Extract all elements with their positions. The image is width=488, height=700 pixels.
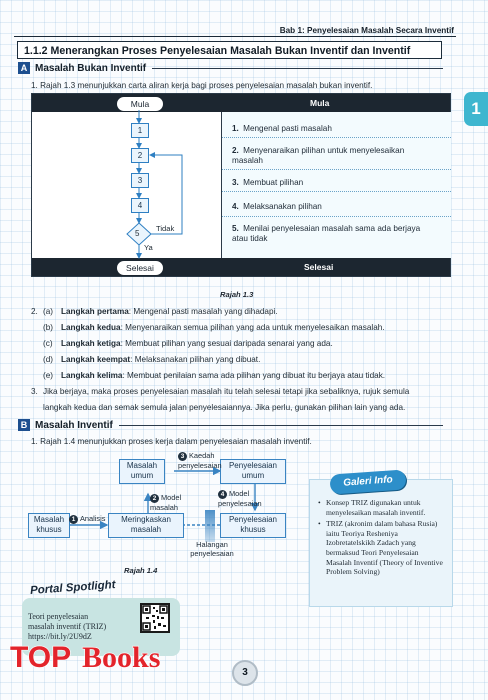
- step-line-b: [43, 322, 385, 333]
- svg-text:TOP: TOP: [10, 641, 72, 673]
- step-separator: [222, 191, 451, 192]
- flowchart-box-3: 3: [131, 173, 149, 188]
- box-penyelesaian-khusus: Penyelesaian khusus: [220, 513, 286, 538]
- flowchart-footer-label: Selesai: [304, 262, 334, 272]
- flowchart-box-2: 2: [131, 148, 149, 163]
- galeri-info-box: [309, 474, 453, 607]
- part-a-intro-number: 1.: [31, 81, 38, 90]
- flowchart-rajah-1-3: [31, 93, 451, 277]
- step-text: Menilai penyelesaian masalah sama ada berjaya atau tidak: [232, 224, 421, 243]
- step-line-c: [43, 338, 333, 349]
- flowchart-start-oval: Mula: [116, 96, 164, 112]
- flowchart-header-label: Mula: [310, 98, 330, 108]
- step-label: (e): [43, 371, 54, 380]
- flowchart-yes-label: Ya: [144, 243, 153, 252]
- figure-caption-1-4: Rajah 1.4: [124, 566, 158, 575]
- label-model-penyelesaian: [218, 489, 276, 508]
- chapter-tab: 1: [464, 92, 488, 126]
- header-divider: [14, 36, 456, 37]
- step-desc: : Menyenaraikan semua pilihan yang ada untuk menyelesaikan masalah.: [120, 323, 385, 332]
- step-2-marker: 2: [150, 494, 159, 503]
- label-model-masalah: [150, 493, 196, 512]
- step-desc: : Melaksanakan pilihan yang dibuat.: [130, 355, 261, 364]
- point-3-line-2: langkah kedua dan semak semula jalan penyelesaiannya. Jika perlu, gunakan pilihan lain yang ada.: [43, 403, 406, 412]
- portal-link[interactable]: https://bit.ly/2U9dZ: [28, 632, 92, 641]
- label-analisis: [69, 514, 105, 524]
- subsection-a-heading: [18, 62, 443, 74]
- galeri-info-item: • TRIZ (akronim dalam bahasa Rusia) iaitu Teoriya Resheniya Izobretatelskikh Zadach yang bermaksud Teori Penyelesaian Masalah Inventif (Theory of Inventive Problem Solving): [318, 519, 446, 577]
- step-label: (b): [43, 323, 54, 332]
- box-masalah-khusus: Masalah khusus: [28, 513, 70, 538]
- step-line-e: [43, 370, 385, 381]
- step-title: Langkah kedua: [61, 323, 121, 332]
- part-b-intro-text: Rajah 1.4 menunjukkan proses kerja dalam penyelesaian masalah inventif.: [40, 437, 312, 446]
- step-4-text: Model penyelesaian: [218, 489, 262, 508]
- flowchart-step-2: [232, 146, 412, 166]
- subsection-b-rule: [119, 425, 443, 426]
- step-3-text: Kaedah penyelesaian: [178, 451, 222, 470]
- step-separator: [222, 169, 451, 170]
- part-a-intro: [31, 80, 372, 91]
- step-text: Membuat pilihan: [243, 178, 304, 187]
- step-title: Langkah keempat: [61, 355, 131, 364]
- figure-caption-1-3: Rajah 1.3: [220, 290, 254, 299]
- step-title: Langkah pertama: [61, 307, 129, 316]
- flowchart-step-5: [232, 224, 422, 244]
- portal-line-1: Teori penyelesaian: [28, 612, 89, 621]
- step-separator: [222, 216, 451, 217]
- galeri-info-item: • Konsep TRIZ digunakan untuk menyelesaikan masalah inventif.: [318, 498, 446, 517]
- step-3-marker: 3: [178, 452, 187, 461]
- part-b-intro-number: 1.: [31, 437, 38, 446]
- point-2-number: 2.: [31, 307, 38, 316]
- flowchart-end-oval: Selesai: [116, 260, 164, 276]
- step-line-a: [43, 306, 278, 317]
- box-meringkaskan-masalah: Meringkaskan masalah: [108, 513, 184, 538]
- flowchart-step-4: [232, 202, 322, 212]
- part-b-intro: [31, 436, 312, 447]
- label-halangan-penyelesaian: Halangan penyelesaian: [190, 540, 234, 558]
- step-4-marker: 4: [218, 490, 227, 499]
- part-a-intro-text: Rajah 1.3 menunjukkan carta aliran kerja bagi proses penyelesaian masalah bukan inventif.: [40, 81, 373, 90]
- step-number: 4.: [232, 202, 239, 211]
- step-title: Langkah kelima: [61, 371, 123, 380]
- step-1-marker: 1: [69, 515, 78, 524]
- step-desc: : Membuat penilaian sama ada pilihan yang dibuat itu berjaya atau tidak.: [122, 371, 386, 380]
- barrier-bar: [205, 510, 215, 542]
- flowchart-arrows: [32, 94, 222, 276]
- label-kaedah-penyelesaian: [178, 451, 230, 470]
- flowchart-no-label: Tidak: [156, 224, 175, 233]
- subsection-b-badge: B: [18, 419, 30, 431]
- portal-line-2: masalah inventif (TRIZ): [28, 622, 107, 631]
- flowchart-step-3: [232, 178, 303, 188]
- portal-spotlight-title: Portal Spotlight: [29, 579, 116, 597]
- step-text: Menyenaraikan pilihan untuk menyelesaikan masalah: [232, 146, 405, 165]
- svg-text:Books: Books: [82, 641, 161, 673]
- point-3-number: 3.: [31, 387, 38, 396]
- point-3-line-1: Jika berjaya, maka proses penyelesaian masalah itu telah selesai tetapi jika sebaliknya, rujuk semula: [43, 387, 410, 396]
- step-text: Mengenal pasti masalah: [243, 124, 332, 133]
- step-label: (a): [43, 307, 54, 316]
- step-number: 3.: [232, 178, 239, 187]
- step-label: (c): [43, 339, 53, 348]
- subsection-b-title: Masalah Inventif: [35, 419, 113, 431]
- galeri-info-title: Galeri Info: [329, 469, 406, 494]
- step-number: 1.: [232, 124, 239, 133]
- topbooks-watermark-logo: [8, 637, 192, 673]
- step-desc: : Membuat pilihan yang sesuai daripada senarai yang ada.: [120, 339, 333, 348]
- step-text: Melaksanakan pilihan: [243, 202, 322, 211]
- flowchart-box-4: 4: [131, 198, 149, 213]
- step-2-text: Model masalah: [150, 493, 182, 512]
- step-number: 2.: [232, 146, 239, 155]
- step-label: (d): [43, 355, 54, 364]
- step-number: 5.: [232, 224, 239, 233]
- box-penyelesaian-umum: Penyelesaian umum: [220, 459, 286, 484]
- subsection-a-rule: [152, 68, 443, 69]
- step-1-text: Analisis: [80, 514, 106, 523]
- qr-code-icon[interactable]: [140, 603, 170, 633]
- step-separator: [222, 137, 451, 138]
- subsection-b-heading: [18, 419, 443, 431]
- box-masalah-umum: Masalah umum: [119, 459, 165, 484]
- step-desc: : Mengenal pasti masalah yang dihadapi.: [128, 307, 278, 316]
- step-line-d: [43, 354, 260, 365]
- page-number: 3: [232, 660, 258, 686]
- flowchart-steps-panel: [221, 112, 451, 258]
- step-title: Langkah ketiga: [61, 339, 121, 348]
- subsection-a-badge: A: [18, 62, 30, 74]
- flowchart-decision-label: 5: [135, 229, 140, 238]
- galeri-info-list: [318, 498, 446, 579]
- flowchart-step-1: [232, 124, 332, 134]
- section-title: 1.1.2 Menerangkan Proses Penyelesaian Masalah Bukan Inventif dan Inventif: [17, 41, 442, 59]
- subsection-a-title: Masalah Bukan Inventif: [35, 62, 147, 74]
- chapter-header: Bab 1: Penyelesaian Masalah Secara Inventif: [279, 26, 454, 35]
- flowchart-box-1: 1: [131, 123, 149, 138]
